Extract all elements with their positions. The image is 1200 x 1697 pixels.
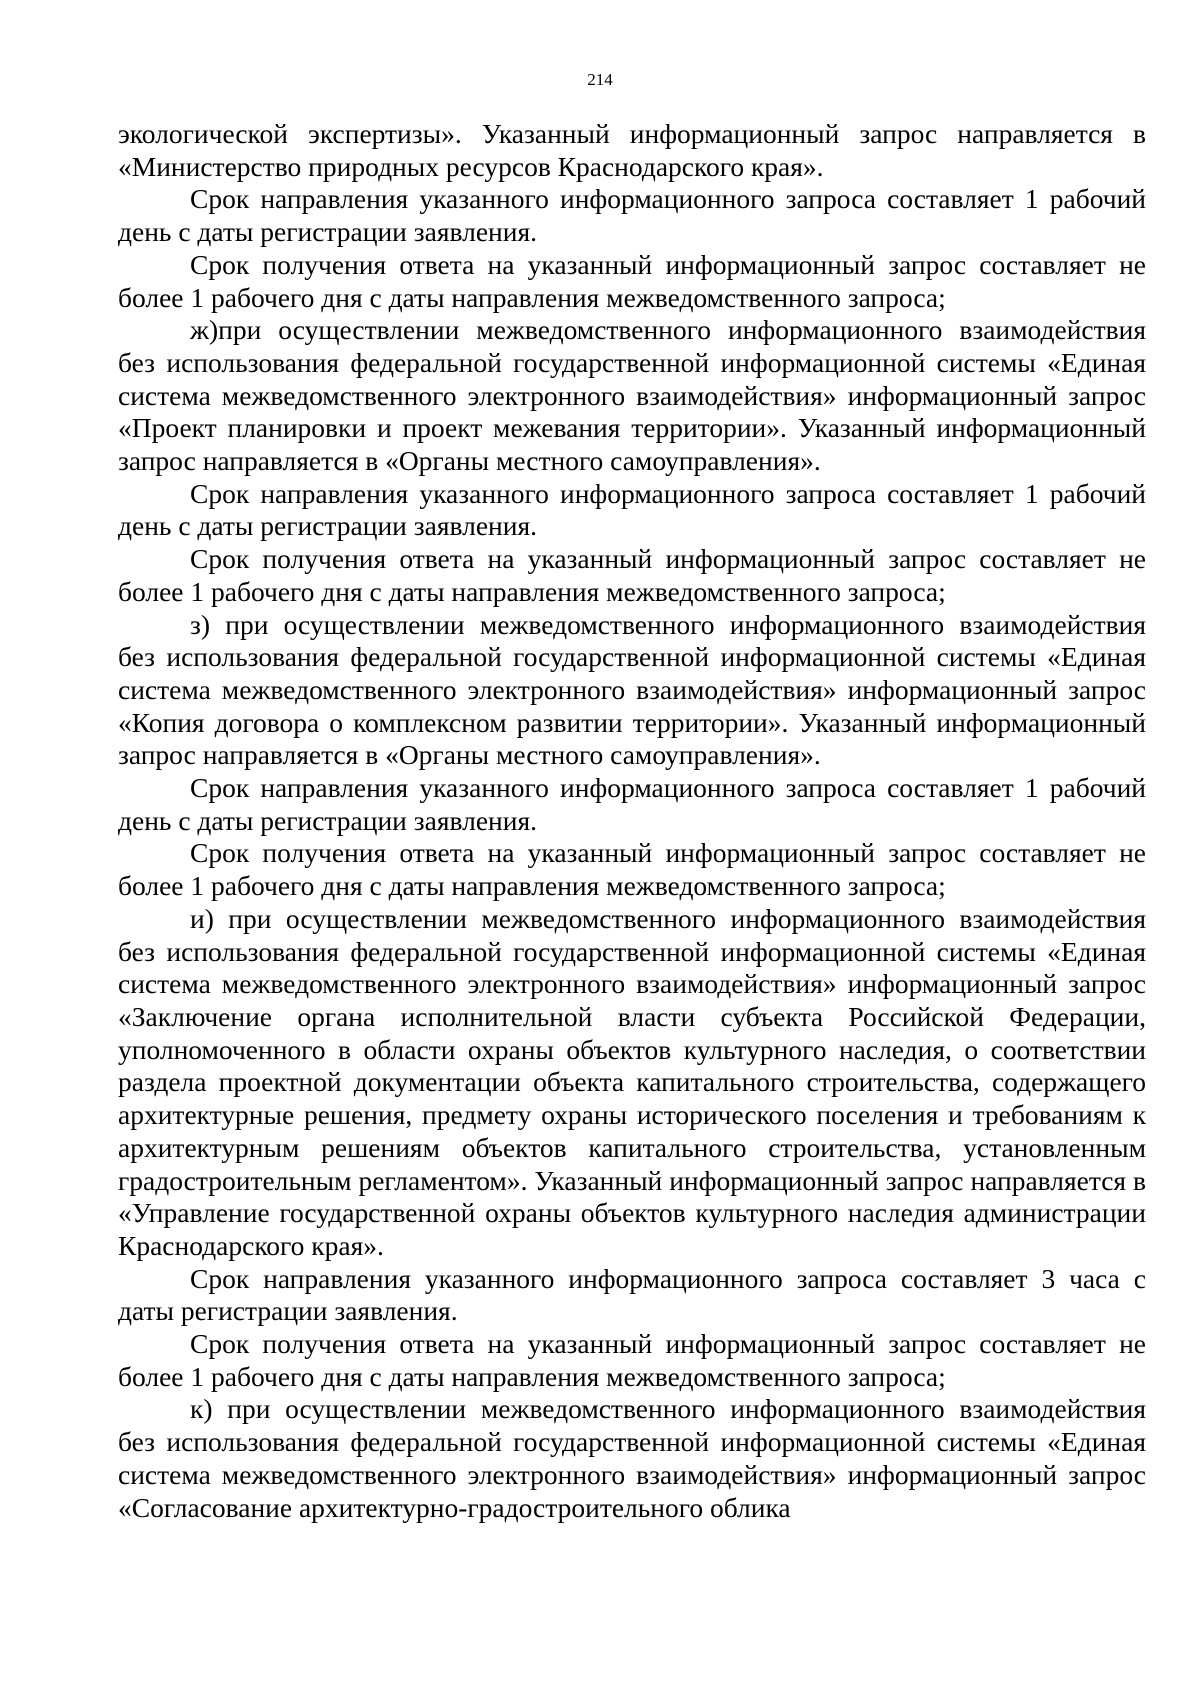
paragraph-item-z: з) при осуществлении межведомственного информационного взаимодействия без использования федеральной государственной информационной системы «Единая система межведомственного электронного взаимодействия» информационный запрос «Копия договора о комплексном развитии территории». Указанный информационный запрос направляется в «Органы местного самоуправления». bbox=[118, 608, 1146, 771]
paragraph-response-deadline: Срок получения ответа на указанный информационный запрос составляет не более 1 рабочего дня с даты направления межведомственного запроса; bbox=[118, 837, 1146, 902]
paragraph-response-deadline: Срок получения ответа на указанный информационный запрос составляет не более 1 рабочего дня с даты направления межведомственного запроса; bbox=[118, 1328, 1146, 1392]
paragraph-continuation: экологической экспертизы». Указанный информационный запрос направляется в «Министерство природных ресурсов Краснодарского края». bbox=[118, 118, 1146, 182]
paragraph-item-k: к) при осуществлении межведомственного информационного взаимодействия без использования федеральной государственной информационной системы «Единая система межведомственного электронного взаимодействия» информационный запрос «Согласование архитектурно-градостроительного облика bbox=[118, 1393, 1146, 1523]
paragraph-item-zh: ж)при осуществлении межведомственного информационного взаимодействия без использования федеральной государственной информационной системы «Единая система межведомственного электронного взаимодействия» информационный запрос «Проект планировки и проект межевания территории». Указанный информационный запрос направляется в «Органы местного самоуправления». bbox=[118, 314, 1146, 477]
paragraph-request-deadline: Срок направления указанного информационного запроса составляет 1 рабочий день с даты регистрации заявления. bbox=[118, 183, 1146, 248]
document-body bbox=[118, 118, 1146, 1524]
paragraph-item-i: и) при осуществлении межведомственного информационного взаимодействия без использования федеральной государственной информационной системы «Единая система межведомственного электронного взаимодействия» информационный запрос «Заключение органа исполнительной власти субъекта Российской Федерации, уполномоченного в области охраны объектов культурного наследия, о соответствии раздела проектной документации объекта капитального строительства, содержащего архитектурные решения, предмету охраны исторического поселения и требованиям к архитектурным решениям объектов капитального строительства, установленным градостроительным регламентом». Указанный информационный запрос направляется в «Управление государственной охраны объектов культурного наследия администрации Краснодарского края». bbox=[118, 902, 1146, 1261]
paragraph-request-deadline: Срок направления указанного информационного запроса составляет 1 рабочий день с даты регистрации заявления. bbox=[118, 477, 1146, 542]
paragraph-request-deadline: Срок направления указанного информационного запроса составляет 3 часа с даты регистрации заявления. bbox=[118, 1262, 1146, 1327]
paragraph-request-deadline: Срок направления указанного информационного запроса составляет 1 рабочий день с даты регистрации заявления. bbox=[118, 772, 1146, 836]
page-number: 214 bbox=[587, 70, 613, 89]
paragraph-response-deadline: Срок получения ответа на указанный информационный запрос составляет не более 1 рабочего дня с даты направления межведомственного запроса; bbox=[118, 543, 1146, 607]
paragraph-response-deadline: Срок получения ответа на указанный информационный запрос составляет не более 1 рабочего дня с даты направления межведомственного запроса; bbox=[118, 248, 1146, 313]
